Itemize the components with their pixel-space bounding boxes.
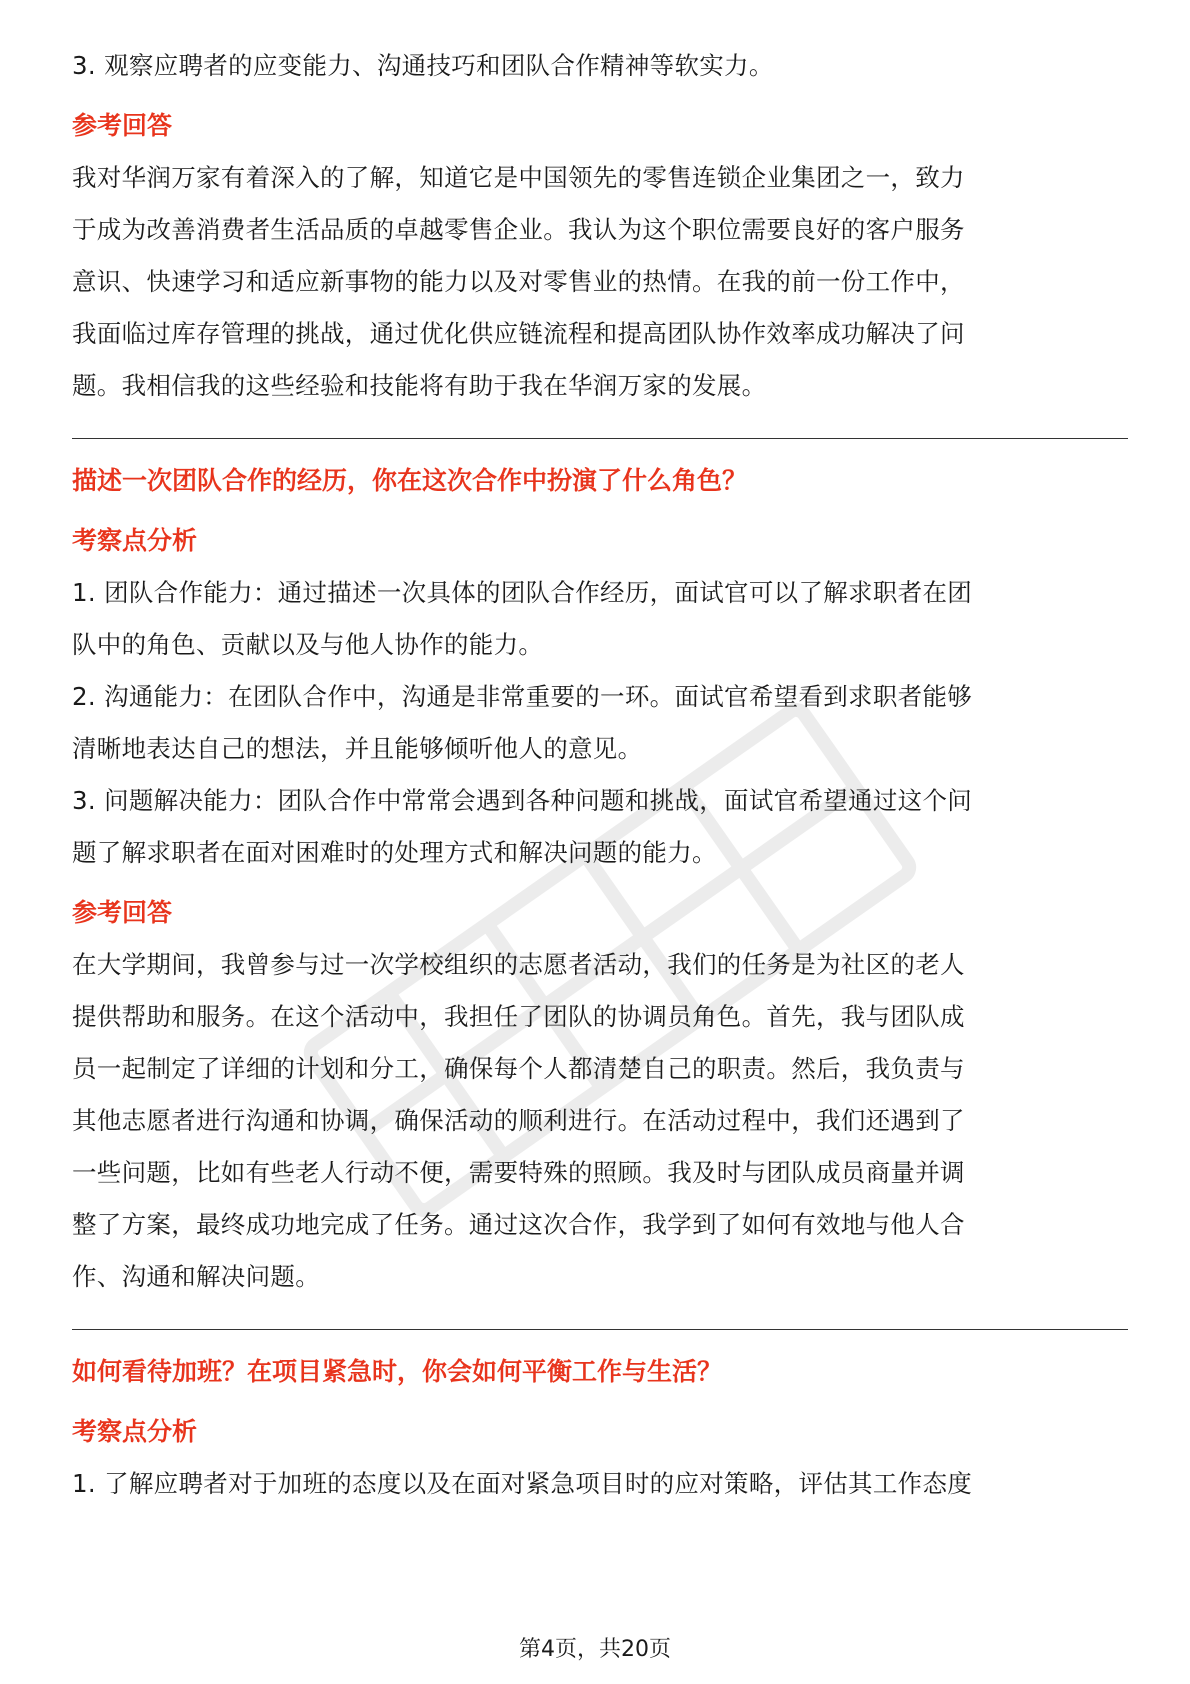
answer-line: 其他志愿者进行沟通和协调，确保活动的顺利进行。在活动过程中，我们还遇到了	[72, 1106, 965, 1135]
analysis-line: 3. 问题解决能力：团队合作中常常会遇到各种问题和挑战，面试官希望通过这个问	[72, 786, 973, 815]
answer-label: 参考回答	[72, 111, 173, 140]
question-title: 如何看待加班？在项目紧急时，你会如何平衡工作与生活？	[72, 1357, 723, 1386]
section-divider	[72, 1329, 1128, 1330]
question-title: 描述一次团队合作的经历，你在这次合作中扮演了什么角色？	[72, 466, 748, 495]
analysis-line: 2. 沟通能力：在团队合作中，沟通是非常重要的一环。面试官希望看到求职者能够	[72, 682, 973, 711]
answer-line: 作、沟通和解决问题。	[72, 1262, 320, 1291]
page-number-footer: 第4页，共20页	[519, 1637, 671, 1662]
answer-label: 参考回答	[72, 898, 173, 927]
analysis-line: 1. 团队合作能力：通过描述一次具体的团队合作经历，面试官可以了解求职者在团	[72, 578, 973, 607]
answer-line: 在大学期间，我曾参与过一次学校组织的志愿者活动，我们的任务是为社区的老人	[72, 950, 965, 979]
analysis-line: 题了解求职者在面对困难时的处理方式和解决问题的能力。	[72, 838, 717, 867]
section-answer-1	[72, 100, 1128, 412]
analysis-label: 考察点分析	[72, 1417, 198, 1446]
answer-line: 员一起制定了详细的计划和分工，确保每个人都清楚自己的职责。然后，我负责与	[72, 1054, 965, 1083]
answer-line: 题。我相信我的这些经验和技能将有助于我在华润万家的发展。	[72, 371, 767, 400]
section-teamwork	[72, 455, 1128, 1303]
answer-line: 我对华润万家有着深入的了解，知道它是中国领先的零售连锁企业集团之一，致力	[72, 163, 965, 192]
answer-line: 一些问题，比如有些老人行动不便，需要特殊的照顾。我及时与团队成员商量并调	[72, 1158, 965, 1187]
analysis-line: 清晰地表达自己的想法，并且能够倾听他人的意见。	[72, 734, 643, 763]
answer-line: 我面临过库存管理的挑战，通过优化供应链流程和提高团队协作效率成功解决了问	[72, 319, 965, 348]
section-overtime	[72, 1346, 1128, 1510]
analysis-line: 队中的角色、贡献以及与他人协作的能力。	[72, 630, 544, 659]
answer-line: 提供帮助和服务。在这个活动中，我担任了团队的协调员角色。首先，我与团队成	[72, 1002, 965, 1031]
section-divider	[72, 438, 1128, 439]
answer-line: 于成为改善消费者生活品质的卓越零售企业。我认为这个职位需要良好的客户服务	[72, 215, 965, 244]
analysis-label: 考察点分析	[72, 526, 198, 555]
intro-line: 3. 观察应聘者的应变能力、沟通技巧和团队合作精神等软实力。	[72, 51, 774, 80]
answer-line: 意识、快速学习和适应新事物的能力以及对零售业的热情。在我的前一份工作中，	[72, 267, 965, 296]
answer-line: 整了方案，最终成功地完成了任务。通过这次合作，我学到了如何有效地与他人合	[72, 1210, 965, 1239]
analysis-line: 1. 了解应聘者对于加班的态度以及在面对紧急项目时的应对策略，评估其工作态度	[72, 1469, 973, 1498]
document-page	[72, 40, 1128, 1510]
